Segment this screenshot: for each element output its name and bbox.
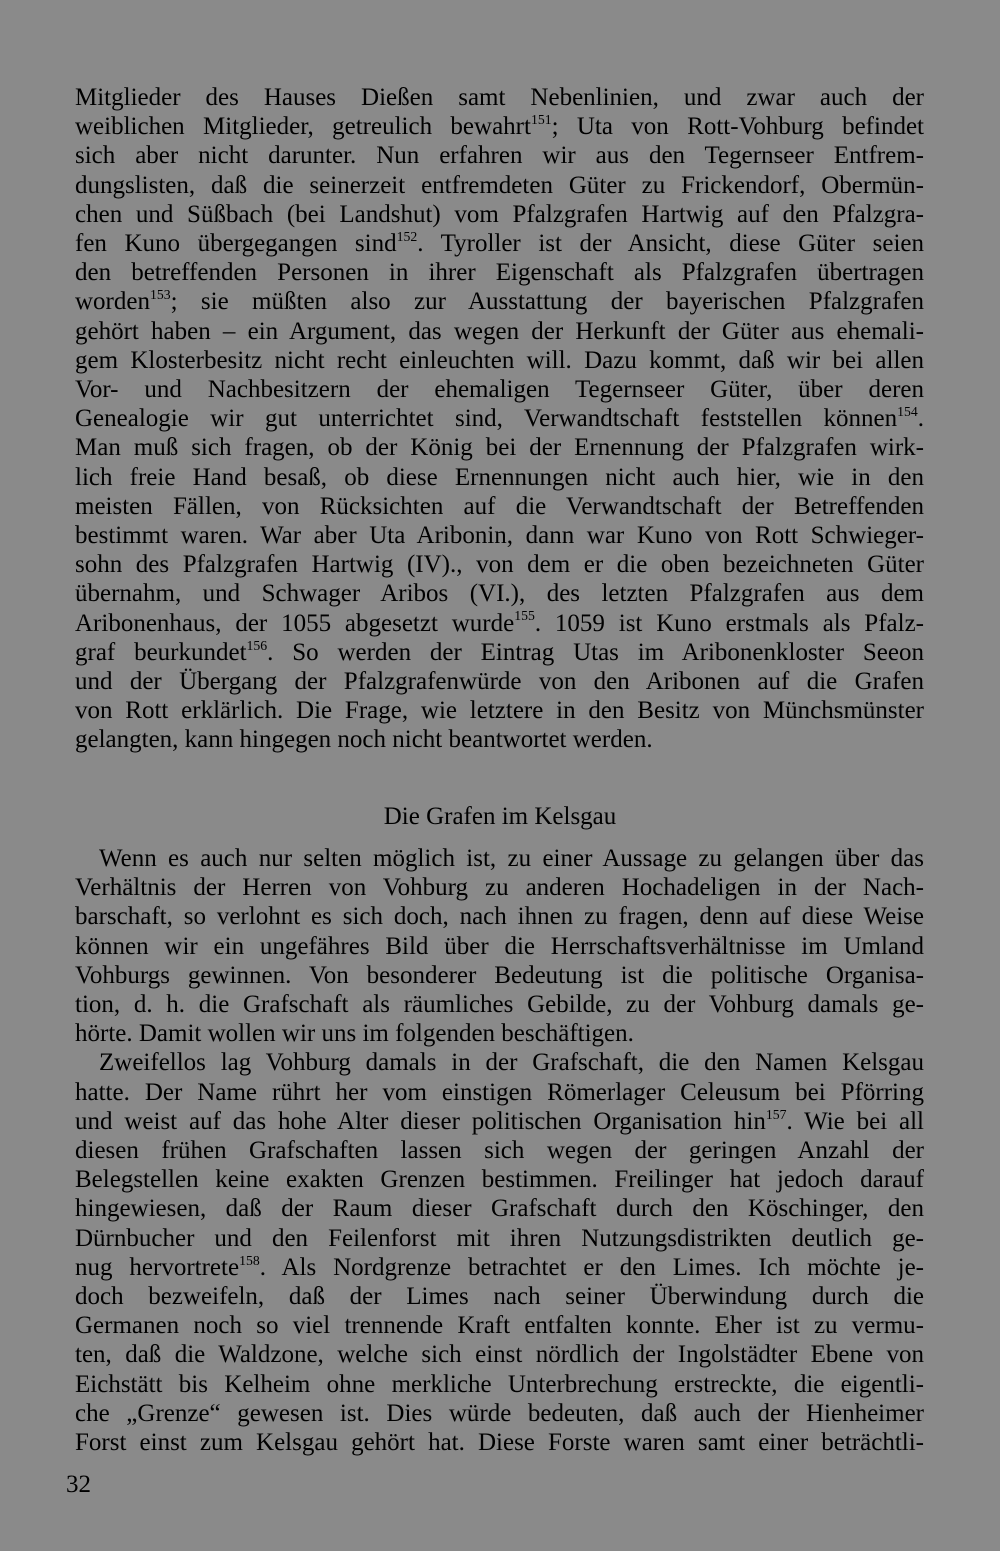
page-number: 32 — [66, 1471, 91, 1498]
text-line — [75, 404, 924, 433]
paragraph-2 — [75, 844, 924, 1457]
text-line — [75, 1224, 924, 1253]
text-line — [75, 1399, 924, 1428]
text-line — [75, 638, 924, 667]
line-text-continued: ; sie müßten also zur Ausstattung der bayerischen Pfalzgrafen — [170, 288, 924, 316]
text-line — [75, 463, 924, 492]
text-line — [75, 1136, 924, 1165]
text-line — [75, 1428, 924, 1457]
line-text: Mitglieder des Hauses Dießen samt Nebenlinien, und zwar auch der — [75, 84, 924, 111]
footnote-marker: 157 — [765, 1106, 787, 1122]
line-text: gem Klosterbesitz nicht recht einleuchten will. Dazu kommt, daß wir bei allen — [75, 346, 924, 374]
text-line — [75, 492, 924, 521]
text-line — [75, 1048, 924, 1077]
line-text: tion, d. h. die Grafschaft als räumliches Gebilde, zu der Vohburg damals ge- — [75, 991, 924, 1019]
section-heading: Die Grafen im Kelsgau — [383, 803, 617, 830]
line-text: Eichstätt bis Kelheim ohne merkliche Unterbrechung erstreckte, die eigentli- — [75, 1370, 924, 1398]
text-line — [75, 1165, 924, 1194]
line-text: Dürnbucher und den Feilenforst mit ihren Nutzungsdistrikten deutlich ge- — [75, 1224, 924, 1252]
line-text: lich freie Hand besaß, ob diese Ernennungen nicht auch hier, wie in den — [75, 463, 924, 491]
line-text: gelangten, kann hingegen noch nicht beantwortet werden. — [75, 726, 653, 754]
text-line — [75, 579, 924, 608]
line-text-continued: ; Uta von Rott-Vohburg befindet — [551, 113, 924, 141]
line-text: Aribonenhaus, der 1055 abgesetzt wurde — [75, 609, 515, 637]
text-line — [75, 1078, 924, 1107]
line-text: che „Grenze“ gewesen ist. Dies würde bedeuten, daß auch der Hienheimer — [75, 1399, 924, 1427]
line-text: hörte. Damit wollen wir uns im folgenden beschäftigen. — [75, 1020, 634, 1048]
line-text: den betreffenden Personen in ihrer Eigenschaft als Pfalzgrafen übertragen — [75, 259, 924, 287]
text-line — [75, 873, 924, 902]
line-text: gehört haben – ein Argument, das wegen der Herkunft der Güter aus ehemali- — [75, 317, 924, 345]
text-line — [75, 961, 924, 990]
text-line — [75, 1370, 924, 1399]
text-line — [75, 375, 924, 404]
line-text-continued: . Tyroller ist der Ansicht, diese Güter seien — [417, 230, 924, 258]
line-text-continued: . 1059 ist Kuno erstmals als Pfalz- — [534, 609, 925, 637]
line-text: worden — [75, 288, 150, 316]
line-text: fen Kuno übergegangen sind — [75, 230, 397, 258]
line-text: chen und Süßbach (bei Landshut) vom Pfalzgrafen Hartwig auf den Pfalzgra- — [75, 200, 924, 228]
line-text: graf beurkundet — [75, 638, 247, 666]
line-text: Verhältnis der Herren von Vohburg zu anderen Hochadeligen in der Nach- — [75, 874, 924, 902]
line-text: können wir ein ungefähres Bild über die Herrschaftsverhältnisse im Umland — [75, 932, 924, 960]
footnote-marker: 152 — [396, 228, 418, 244]
line-text: hingewiesen, daß der Raum dieser Grafschaft durch den Köschinger, den — [75, 1195, 924, 1223]
text-line — [75, 258, 924, 287]
text-line — [75, 696, 924, 725]
text-line — [75, 521, 924, 550]
line-text: nug hervortrete — [75, 1253, 240, 1281]
line-text: dungslisten, daß die seinerzeit entfremdeten Güter zu Frickendorf, Obermün- — [75, 171, 924, 199]
text-line — [75, 1019, 924, 1048]
text-line — [75, 1107, 924, 1136]
line-text-continued: . — [917, 405, 924, 433]
line-text: und weist auf das hohe Alter dieser politischen Organisation hin — [75, 1107, 766, 1135]
footnote-marker: 151 — [530, 111, 552, 127]
line-text: diesen frühen Grafschaften lassen sich wegen der geringen Anzahl der — [75, 1137, 924, 1165]
line-text: Man muß sich fragen, ob der König bei der Ernennung der Pfalzgrafen wirk- — [75, 434, 924, 462]
text-line — [75, 667, 924, 696]
line-text: sohn des Pfalzgrafen Hartwig (IV)., von dem er die oben bezeichneten Güter — [75, 551, 924, 579]
text-line — [75, 1311, 924, 1340]
text-line — [75, 844, 924, 873]
line-text: ten, daß die Waldzone, welche sich einst nördlich der Ingolstädter Ebene von — [75, 1341, 924, 1369]
text-line — [75, 200, 924, 229]
footnote-marker: 158 — [239, 1252, 260, 1268]
line-text: Belegstellen keine exakten Grenzen bestimmen. Freilinger hat jedoch darauf — [75, 1166, 924, 1194]
text-line — [75, 287, 924, 316]
line-text-continued: . Als Nordgrenze betrachtet er den Limes. Ich möchte je- — [259, 1253, 924, 1281]
line-text: meisten Fällen, von Rücksichten auf die Verwandtschaft der Betreffenden — [75, 492, 924, 520]
line-text: Vor- und Nachbesitzern der ehemaligen Tegernseer Güter, über deren — [75, 376, 924, 404]
text-line — [75, 171, 924, 200]
text-line — [75, 141, 924, 170]
line-text: doch bezweifeln, daß der Limes nach seiner Überwindung durch die — [75, 1283, 924, 1311]
line-text: Germanen noch so viel trennende Kraft entfalten konnte. Eher ist zu vermu- — [75, 1312, 924, 1340]
text-line — [75, 1340, 924, 1369]
text-line — [75, 433, 924, 462]
footnote-marker: 153 — [149, 287, 171, 303]
line-text: Genealogie wir gut unterrichtet sind, Verwandtschaft feststellen können — [75, 405, 898, 433]
text-line — [75, 609, 924, 638]
text-line — [75, 1194, 924, 1223]
text-line — [75, 902, 924, 931]
line-text: Forst einst zum Kelsgau gehört hat. Diese Forste waren samt einer beträchtli- — [75, 1429, 924, 1457]
line-text: sich aber nicht darunter. Nun erfahren wir aus den Tegernseer Entfrem- — [75, 142, 924, 170]
text-line — [75, 1253, 924, 1282]
line-text: weiblichen Mitglieder, getreulich bewahrt — [75, 113, 531, 141]
text-line — [75, 990, 924, 1019]
text-line — [75, 112, 924, 141]
line-text: Vohburgs gewinnen. Von besonderer Bedeutung ist die politische Organisa- — [75, 961, 924, 989]
line-text: Wenn es auch nur selten möglich ist, zu einer Aussage zu gelangen über das — [99, 845, 924, 872]
text-line — [75, 932, 924, 961]
text-line — [75, 229, 924, 258]
text-line — [75, 725, 924, 754]
line-text: barschaft, so verlohnt es sich doch, nach ihnen zu fragen, denn auf diese Weise — [75, 903, 924, 931]
text-line — [75, 346, 924, 375]
line-text: hatte. Der Name rührt her vom einstigen Römerlager Celeusum bei Pförring — [75, 1078, 924, 1106]
text-line — [75, 550, 924, 579]
line-text: von Rott erklärlich. Die Frage, wie letztere in den Besitz von Münchsmünster — [75, 697, 924, 725]
footnote-marker: 156 — [246, 637, 268, 653]
footnote-marker: 154 — [897, 403, 918, 419]
line-text-continued: . Wie bei all — [786, 1107, 925, 1135]
line-text: bestimmt waren. War aber Uta Aribonin, dann war Kuno von Rott Schwieger- — [75, 522, 924, 550]
text-line — [75, 83, 924, 112]
text-line — [75, 1282, 924, 1311]
line-text-continued: . So werden der Eintrag Utas im Aribonenkloster Seeon — [267, 638, 924, 666]
footnote-marker: 155 — [514, 608, 535, 624]
line-text: Zweifellos lag Vohburg damals in der Grafschaft, die den Namen Kelsgau — [99, 1049, 924, 1077]
line-text: übernahm, und Schwager Aribos (VI.), des letzten Pfalzgrafen aus dem — [75, 580, 924, 608]
text-line — [75, 317, 924, 346]
line-text: und der Übergang der Pfalzgrafenwürde von den Aribonen auf die Grafen — [75, 668, 924, 696]
paragraph-1 — [75, 83, 924, 755]
